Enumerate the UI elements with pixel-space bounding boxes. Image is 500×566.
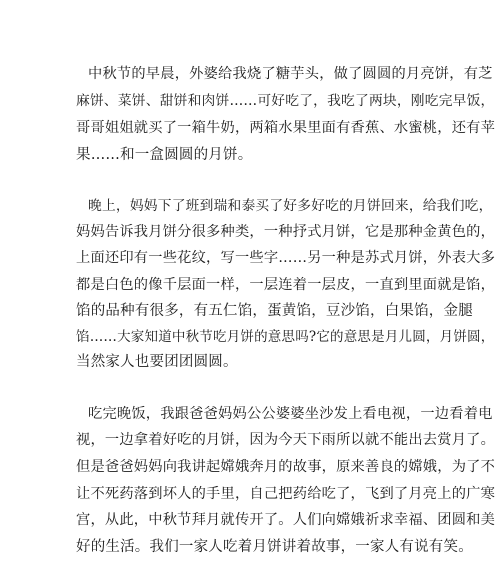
paragraph-line: 馅的品种有很多，有五仁馅，蛋黄馅，豆沙馅，白果馅，金腿 (76, 303, 473, 319)
paragraph-line: 妈妈告诉我月饼分很多种类，一种抒式月饼，它是那种金黄色的， (76, 224, 496, 240)
paragraph-line: 上面还印有一些花纹，写一些字……另一种是苏式月饼，外表大多 (76, 250, 496, 266)
paragraph-line: 果……和一盒圆圆的月饼。 (76, 147, 253, 163)
paragraph-line: 馅……大家知道中秋节吃月饼的意思吗?它的意思是月儿圆，月饼圆， (76, 329, 495, 345)
paragraph-line: 视，一边拿着好吃的月饼，因为今天下雨所以就不能出去赏月了。 (76, 432, 496, 448)
paragraph-line: 哥哥姐姐就买了一箱牛奶，两箱水果里面有香蕉、水蜜桃，还有苹 (76, 120, 496, 136)
paragraph-line: 让不死药落到坏人的手里，自己把药给吃了，飞到了月亮上的广寒 (76, 486, 496, 502)
paragraph-line: 都是白色的像千层面一样，一层连着一层皮，一直到里面就是馅， (76, 277, 496, 293)
paragraph-line: 吃完晚饭，我跟爸爸妈妈公公婆婆坐沙发上看电视，一边看着电 (88, 406, 493, 422)
paragraph-line: 中秋节的早晨，外婆给我烧了糖芋头，做了圆圆的月亮饼，有芝 (88, 66, 493, 82)
paragraph-line: 晚上，妈妈下了班到瑞和泰买了好多好吃的月饼回来，给我们吃， (88, 198, 493, 214)
paragraph-line: 宫，从此，中秋节拜月就传开了。人们向嫦娥祈求幸福、团圆和美 (76, 512, 496, 528)
paragraph-line: 当然家人也要团团圆圆。 (76, 354, 238, 370)
paragraph-line: 好的生活。我们一家人吃着月饼讲着故事，一家人有说有笑。 (76, 539, 473, 555)
paragraph-line: 但是爸爸妈妈向我讲起嫦娥奔月的故事，原来善良的嫦娥，为了不 (76, 459, 496, 475)
paragraph-line: 麻饼、菜饼、甜饼和肉饼……可好吃了，我吃了两块，刚吃完早饭， (76, 93, 495, 109)
